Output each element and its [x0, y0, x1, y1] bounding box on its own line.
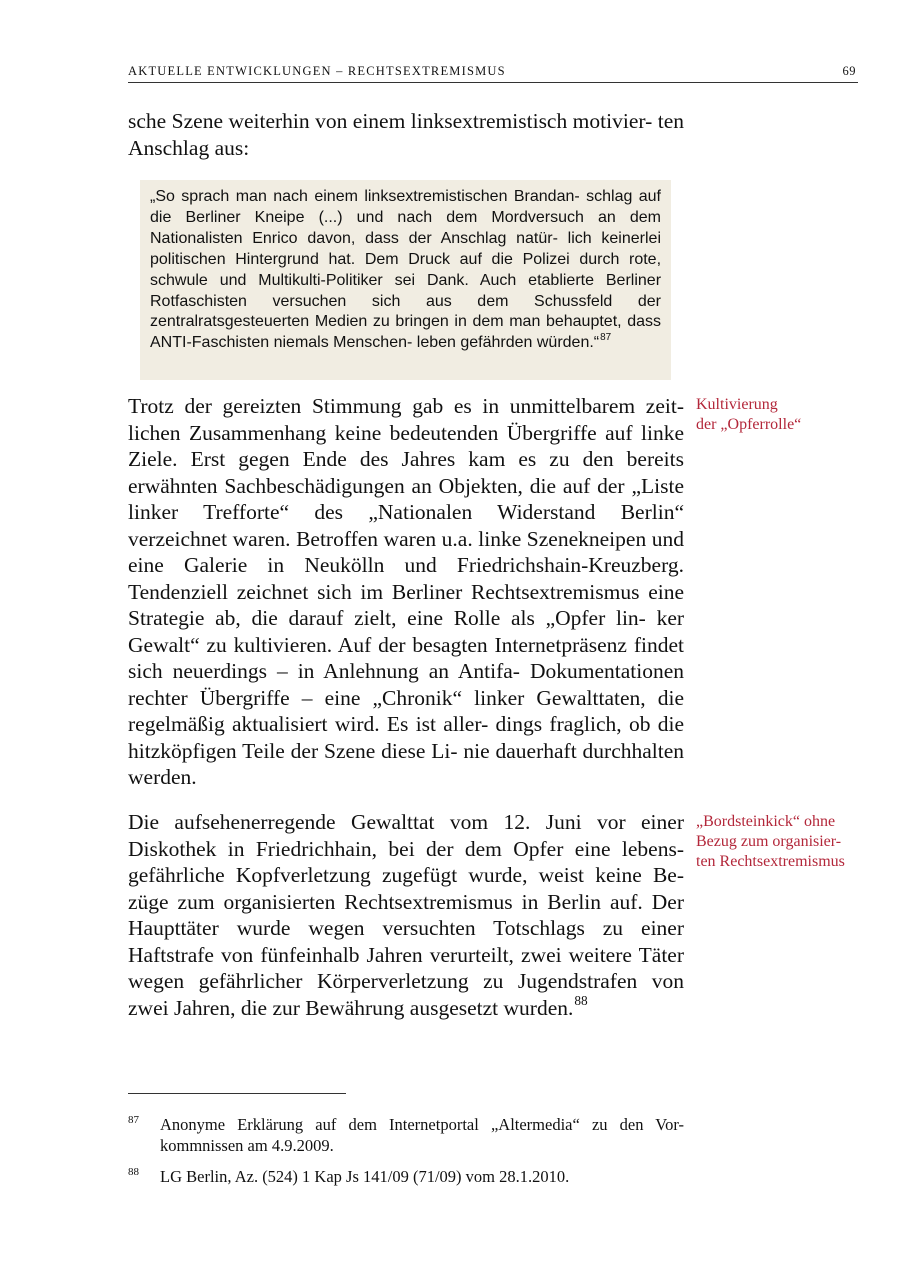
paragraph-line: linke Ziele. Erst gegen Ende des Jahres kam es zu den bereits: [128, 420, 684, 471]
quote-line: Polizei durch rote, schwule und Multikulti-Politiker sei Dank.: [150, 250, 662, 289]
paragraph-line: Die aufsehenerregende Gewalttat vom 12. Juni vor einer: [128, 810, 684, 834]
paragraph-line: gefährliche Kopfverletzung zugefügt wurde, weist keine Be-: [128, 863, 684, 887]
paragraph-bordsteinkick: [128, 809, 684, 1021]
quote-block: [140, 180, 671, 380]
footnote-line: Anonyme Erklärung auf dem Internetportal „Altermedia“ zu den Vor-: [160, 1115, 684, 1134]
intro-paragraph: [128, 108, 684, 161]
quote-text: [150, 187, 661, 354]
paragraph-line: Dokumentationen rechter Übergriffe – eine „Chronik“ linker: [128, 659, 684, 710]
running-header: [128, 64, 858, 83]
footnote-87: [128, 1114, 684, 1156]
paragraph-line: Täter wegen gefährlicher Körperverletzung zu Jugendstrafen: [128, 942, 684, 993]
paragraph-line: dings fraglich, ob die hitzköpfigen Teile der Szene diese Li-: [128, 712, 684, 763]
paragraph-line: Trotz der gereizten Stimmung gab es in unmittelbarem zeit-: [128, 394, 684, 418]
footnote-separator: [128, 1093, 346, 1094]
margin-note-bordsteinkick: [696, 812, 845, 872]
quote-line: „So sprach man nach einem linksextremistischen Brandan-: [150, 188, 580, 205]
page-number: 69: [842, 64, 856, 78]
paragraph-line: ker Gewalt“ zu kultivieren. Auf der besagten Internetpräsenz: [128, 606, 685, 657]
paragraph-line: eine Strategie ab, die darauf zielt, eine Rolle als „Opfer lin-: [128, 579, 684, 630]
footnote-number: 88: [128, 1166, 139, 1178]
footnote-line: kommnissen am 4.9.2009.: [160, 1136, 334, 1155]
paragraph-line: von zwei Jahren, die zur Bewährung ausgesetzt wurden.: [128, 969, 685, 1020]
quote-line: an dem Nationalisten Enrico davon, dass der Anschlag natür-: [150, 208, 661, 247]
intro-line: ten Anschlag aus:: [128, 109, 684, 160]
quote-line: dem man behauptet, dass ANTI-Faschisten niemals Menschen-: [150, 313, 661, 352]
footnote-text: [160, 1114, 684, 1156]
footnote-88: [128, 1166, 684, 1187]
quote-line: lich keinerlei politischen Hintergrund hat. Dem Druck auf die: [150, 229, 661, 268]
paragraph-line: „Liste linker Trefforte“ des „Nationalen Widerstand Berlin“: [128, 473, 684, 524]
footnote-number: 87: [128, 1114, 139, 1126]
paragraph-line: erwähnten Sachbeschädigungen an Objekten, die auf der: [128, 473, 625, 498]
paragraph-opferrolle: [128, 393, 684, 791]
margin-note-opferrolle: [696, 395, 801, 435]
margin-note-line: Bezug zum organisier-: [696, 833, 842, 850]
quote-line: Schussfeld der zentralratsgesteuerten Medien zu bringen in: [150, 292, 661, 331]
paragraph-line: Diskothek in Friedrichhain, bei der dem Opfer eine lebens-: [128, 836, 684, 861]
paragraph-line: Der Haupttäter wurde wegen versuchten Totschlags zu einer: [128, 889, 684, 940]
quote-line: leben gefährden würden.“: [416, 334, 600, 352]
paragraph-line: Tendenziell zeichnet sich im Berliner Rechtsextremismus: [128, 579, 640, 604]
margin-note-line: der „Opferrolle“: [696, 416, 802, 433]
intro-line: sche Szene weiterhin von einem linksextremistisch motivier-: [128, 109, 653, 133]
paragraph-line: Gewalttaten, die regelmäßig aktualisiert wird. Es ist aller-: [128, 685, 684, 736]
paragraph-line: nie dauerhaft durchhalten werden.: [128, 738, 685, 789]
paragraph-line: züge zum organisierten Rechtsextremismus in Berlin auf.: [128, 889, 643, 914]
footnote-text: [160, 1166, 684, 1187]
paragraph-line: und eine Galerie in Neukölln und Friedrichshain-Kreuzberg.: [128, 526, 685, 577]
quote-line: Auch etablierte Berliner Rotfaschisten versuchen sich aus dem: [150, 271, 662, 310]
footnote-ref-88[interactable]: 88: [574, 992, 588, 1008]
margin-note-line: ten Rechtsextremismus: [696, 853, 845, 870]
margin-note-line: Kultivierung: [696, 396, 778, 413]
paragraph-line: lichen Zusammenhang keine bedeutenden Übergriffe auf: [128, 420, 633, 445]
paragraph-line: Haftstrafe von fünfeinhalb Jahren verurteilt, zwei weitere: [128, 942, 632, 967]
footnote-ref-87[interactable]: 87: [600, 331, 612, 343]
footnote-line: LG Berlin, Az. (524) 1 Kap Js 141/09 (71/09) vom 28.1.2010.: [160, 1167, 570, 1186]
margin-note-line: „Bordsteinkick“ ohne: [696, 813, 836, 830]
quote-line: schlag auf die Berliner Kneipe (...) und nach dem Mordversuch: [150, 188, 662, 226]
paragraph-line: findet sich neuerdings – in Anlehnung an Antifa-: [128, 632, 684, 683]
header-title: AKTUELLE ENTWICKLUNGEN – RECHTSEXTREMISMUS: [128, 64, 506, 78]
paragraph-line: verzeichnet waren. Betroffen waren u.a. linke Szenekneipen: [128, 526, 647, 551]
